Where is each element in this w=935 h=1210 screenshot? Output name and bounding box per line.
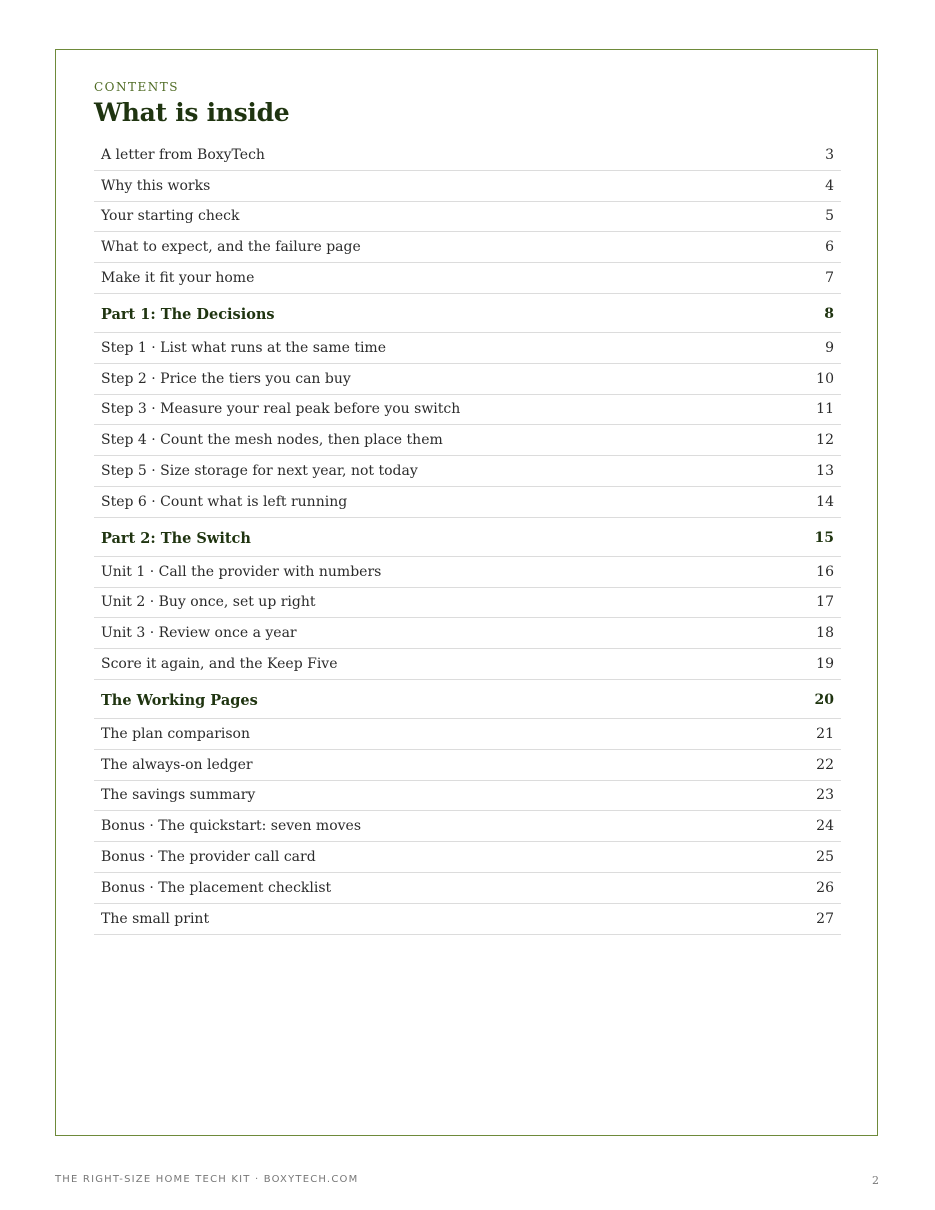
toc-entry[interactable] bbox=[94, 811, 841, 842]
toc-entry[interactable] bbox=[94, 649, 841, 680]
toc-entry-label: Step 3 · Measure your real peak before you switch bbox=[101, 401, 461, 418]
toc-entry-label: Unit 3 · Review once a year bbox=[101, 625, 297, 642]
toc-page-number: 19 bbox=[816, 656, 834, 673]
toc-page-number: 15 bbox=[814, 530, 834, 547]
toc-entry[interactable] bbox=[94, 202, 841, 233]
toc-entry-label: Score it again, and the Keep Five bbox=[101, 656, 338, 673]
toc-page-number: 4 bbox=[825, 177, 834, 194]
toc-entry-label: Step 4 · Count the mesh nodes, then place them bbox=[101, 432, 443, 449]
toc-page-number: 11 bbox=[816, 401, 834, 418]
toc-page-number: 21 bbox=[816, 725, 834, 742]
toc-entry-label: Part 2: The Switch bbox=[101, 529, 251, 547]
toc-entry[interactable] bbox=[94, 719, 841, 750]
toc-entry[interactable] bbox=[94, 232, 841, 263]
toc-entry-label: Unit 1 · Call the provider with numbers bbox=[101, 563, 382, 580]
toc-entry[interactable] bbox=[94, 395, 841, 426]
toc-entry-label: The Working Pages bbox=[101, 691, 258, 709]
toc-entry-label: Bonus · The provider call card bbox=[101, 849, 316, 866]
section-eyebrow: CONTENTS bbox=[94, 80, 180, 94]
page-title: What is inside bbox=[94, 98, 290, 127]
toc-page-number: 24 bbox=[816, 818, 834, 835]
toc-entry-label: The plan comparison bbox=[101, 725, 250, 742]
toc-entry-label: The savings summary bbox=[101, 787, 256, 804]
toc-entry-label: The small print bbox=[101, 910, 210, 927]
toc-entry-label: The always-on ledger bbox=[101, 756, 253, 773]
toc-page-number: 22 bbox=[816, 756, 834, 773]
toc-page-number: 20 bbox=[814, 692, 834, 709]
toc-entry-label: Why this works bbox=[101, 177, 211, 194]
toc-entry[interactable] bbox=[94, 618, 841, 649]
toc-entry[interactable] bbox=[94, 750, 841, 781]
toc-page-number: 9 bbox=[825, 339, 834, 356]
toc-entry-label: A letter from BoxyTech bbox=[101, 146, 265, 163]
toc-part-heading[interactable] bbox=[94, 680, 841, 719]
toc-page-number: 8 bbox=[824, 306, 834, 323]
toc-page-number: 6 bbox=[825, 239, 834, 256]
toc-entry[interactable] bbox=[94, 140, 841, 171]
toc-entry[interactable] bbox=[94, 588, 841, 619]
toc-entry[interactable] bbox=[94, 557, 841, 588]
toc-entry-label: Your starting check bbox=[101, 208, 240, 225]
toc-entry[interactable] bbox=[94, 842, 841, 873]
toc-entry[interactable] bbox=[94, 171, 841, 202]
page-frame bbox=[55, 49, 878, 1136]
table-of-contents bbox=[94, 140, 841, 935]
toc-entry[interactable] bbox=[94, 487, 841, 518]
toc-page-number: 26 bbox=[816, 879, 834, 896]
toc-page-number: 10 bbox=[816, 370, 834, 387]
toc-page-number: 23 bbox=[816, 787, 834, 804]
toc-entry[interactable] bbox=[94, 425, 841, 456]
toc-entry[interactable] bbox=[94, 333, 841, 364]
toc-page-number: 18 bbox=[816, 625, 834, 642]
toc-entry-label: Unit 2 · Buy once, set up right bbox=[101, 594, 316, 611]
toc-page-number: 5 bbox=[825, 208, 834, 225]
toc-part-heading[interactable] bbox=[94, 518, 841, 557]
toc-entry-label: What to expect, and the failure page bbox=[101, 239, 361, 256]
toc-entry-label: Step 5 · Size storage for next year, not today bbox=[101, 463, 418, 480]
toc-page-number: 27 bbox=[816, 910, 834, 927]
toc-entry-label: Part 1: The Decisions bbox=[101, 305, 275, 323]
toc-entry-label: Make it fit your home bbox=[101, 270, 255, 287]
toc-entry-label: Step 6 · Count what is left running bbox=[101, 493, 348, 510]
toc-part-heading[interactable] bbox=[94, 294, 841, 333]
toc-entry[interactable] bbox=[94, 873, 841, 904]
toc-entry[interactable] bbox=[94, 781, 841, 812]
footer-text: THE RIGHT-SIZE HOME TECH KIT · BOXYTECH.COM bbox=[55, 1174, 359, 1185]
toc-entry-label: Step 1 · List what runs at the same time bbox=[101, 339, 386, 356]
toc-page-number: 14 bbox=[816, 493, 834, 510]
toc-entry-label: Step 2 · Price the tiers you can buy bbox=[101, 370, 351, 387]
toc-page-number: 3 bbox=[825, 146, 834, 163]
toc-page-number: 17 bbox=[816, 594, 834, 611]
toc-entry[interactable] bbox=[94, 456, 841, 487]
toc-page-number: 7 bbox=[825, 270, 834, 287]
footer-page-number: 2 bbox=[872, 1174, 879, 1187]
toc-entry[interactable] bbox=[94, 364, 841, 395]
toc-entry[interactable] bbox=[94, 263, 841, 294]
toc-page-number: 25 bbox=[816, 849, 834, 866]
toc-entry-label: Bonus · The placement checklist bbox=[101, 879, 332, 896]
toc-entry-label: Bonus · The quickstart: seven moves bbox=[101, 818, 362, 835]
toc-page-number: 12 bbox=[816, 432, 834, 449]
toc-page-number: 16 bbox=[816, 563, 834, 580]
toc-entry[interactable] bbox=[94, 904, 841, 935]
toc-page-number: 13 bbox=[816, 463, 834, 480]
